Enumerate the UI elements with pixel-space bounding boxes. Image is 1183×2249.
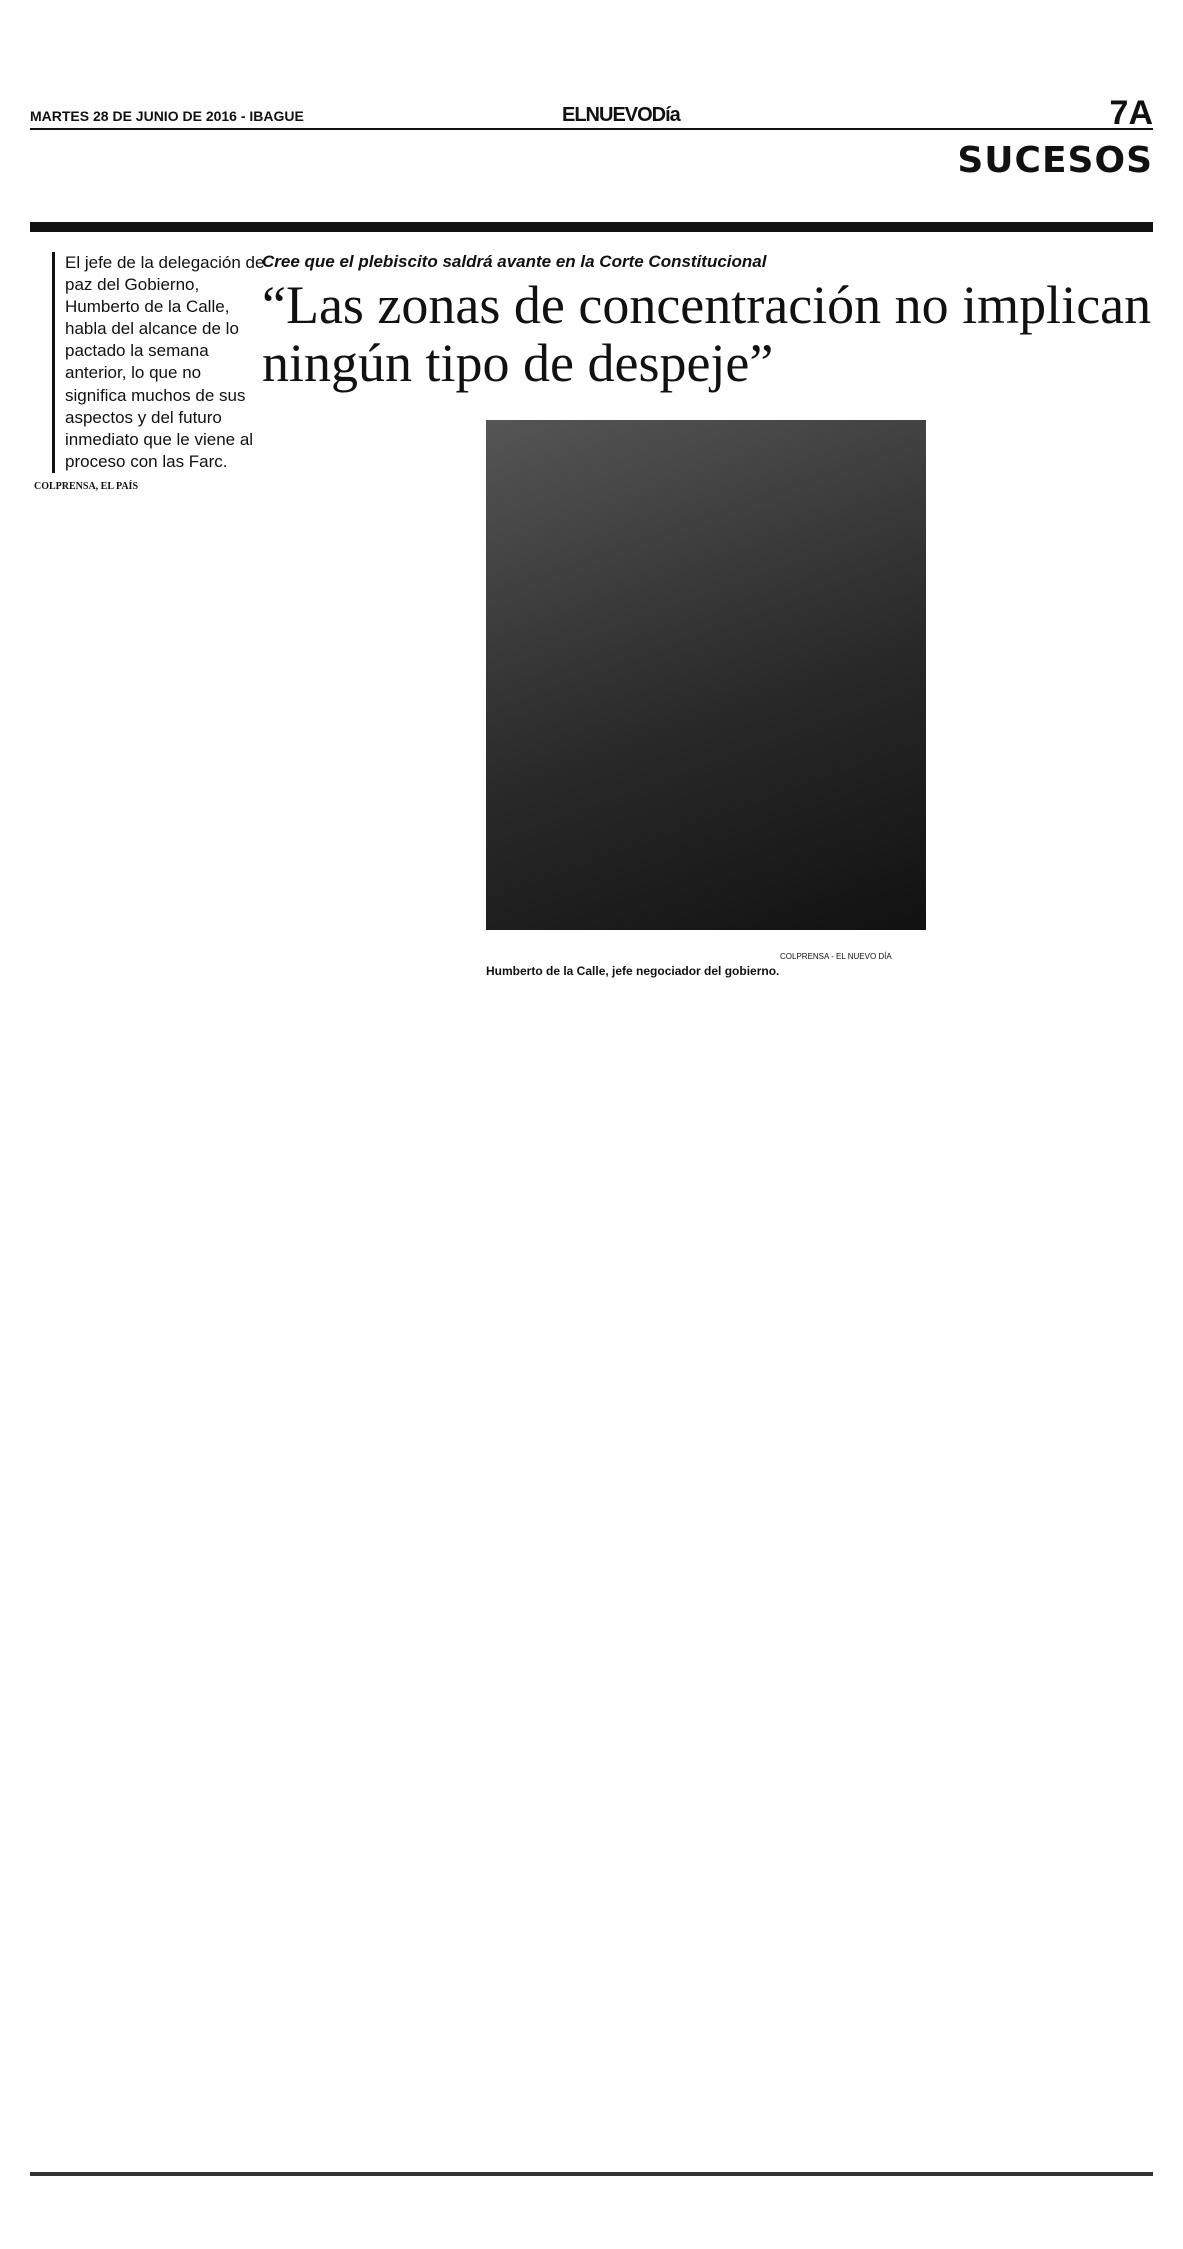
- photo-credit: COLPRENSA - EL NUEVO DÍA: [780, 952, 892, 961]
- section-rule: [30, 222, 1153, 232]
- issue-date: MARTES 28 DE JUNIO DE 2016 - IBAGUE: [30, 108, 304, 124]
- page-number: 7A: [1109, 94, 1153, 132]
- masthead-bar: [30, 94, 1153, 132]
- portrait-photo: [486, 420, 926, 930]
- newspaper-logo: ELNUEVODía: [562, 104, 680, 126]
- article-headline: “Las zonas de concentración no implican ningún tipo de despeje”: [262, 275, 1152, 394]
- section-title: SUCESOS: [957, 140, 1153, 181]
- footer-rule: [30, 2172, 1153, 2176]
- article-lede: El jefe de la delegación de paz del Gobierno, Humberto de la Calle, habla del alcance de lo pactado la semana anterior, lo que no significa muchos de sus aspectos y del futuro inmediato que le viene al proceso con las Farc.: [52, 252, 265, 473]
- body-column-1: [34, 480, 239, 498]
- photo-caption: Humberto de la Calle, jefe negociador del gobierno.: [486, 964, 780, 978]
- article-kicker: Cree que el plebiscito saldrá avante en la Corte Constitucional: [262, 252, 767, 271]
- byline: COLPRENSA, EL PAÍS: [34, 481, 139, 492]
